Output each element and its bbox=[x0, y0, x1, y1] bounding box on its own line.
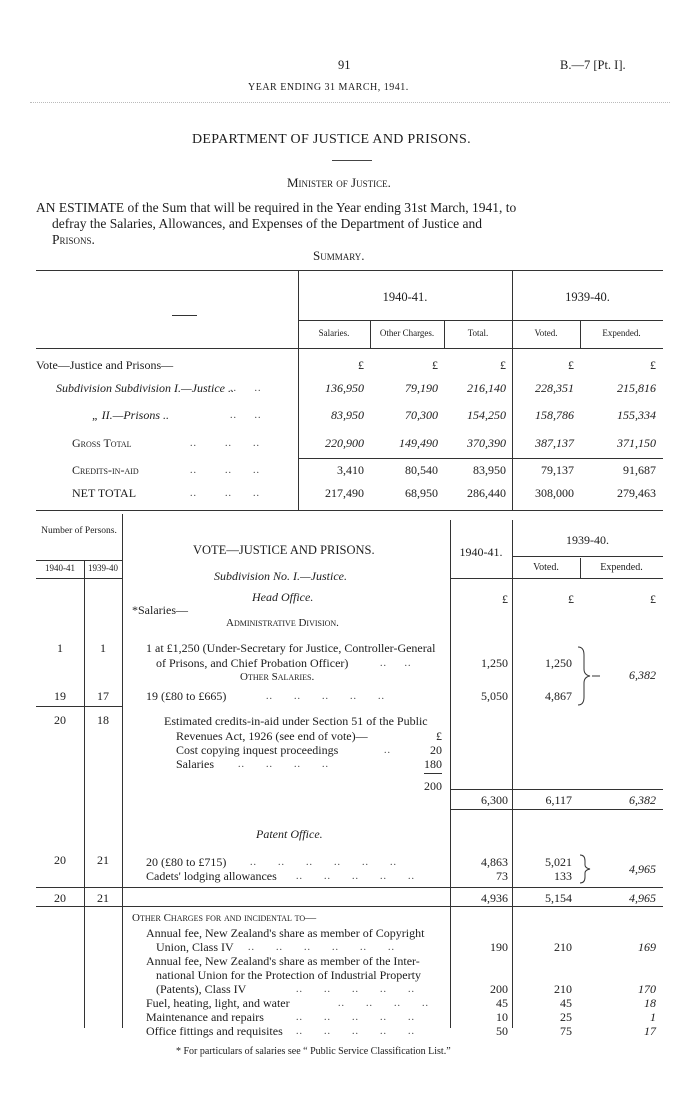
summary-cell: 91,687 bbox=[623, 463, 656, 477]
amount-cell: 4,965 bbox=[629, 891, 656, 905]
amount-cell: 18 bbox=[644, 996, 656, 1010]
pound: £ bbox=[650, 592, 656, 606]
persons-cell: 17 bbox=[97, 689, 109, 703]
amount-cell: 45 bbox=[496, 996, 508, 1010]
under-secretary-line-2: of Prisons, and Chief Probation Officer) bbox=[156, 656, 349, 670]
col-total: Total. bbox=[467, 328, 489, 338]
copyright-line-2: Union, Class IV bbox=[156, 940, 234, 954]
other-salaries-text: 19 (£80 to £665) bbox=[146, 689, 227, 703]
estimate-line-3: Prisons. bbox=[52, 232, 95, 247]
summary-cell: 216,140 bbox=[467, 381, 506, 395]
summary-row-label: NET TOTAL bbox=[72, 486, 137, 500]
document-reference: B.—7 [Pt. I]. bbox=[560, 58, 626, 72]
amount-cell: 1,250 bbox=[545, 656, 572, 670]
pound-expended: £ bbox=[650, 358, 656, 372]
summary-cell: 3,410 bbox=[337, 463, 364, 477]
summary-cell: 387,137 bbox=[535, 436, 574, 450]
amount-cell: 210 bbox=[554, 940, 572, 954]
summary-row-label: Gross Total bbox=[72, 436, 132, 450]
col-voted: Voted. bbox=[534, 328, 558, 338]
vote-title: VOTE—JUSTICE AND PRISONS. bbox=[193, 543, 375, 557]
header-rule bbox=[30, 102, 670, 103]
salaries-label: *Salaries— bbox=[132, 603, 188, 617]
amount-cell: 50 bbox=[496, 1024, 508, 1038]
summary-cell: 228,351 bbox=[535, 381, 574, 395]
amount-cell: 5,154 bbox=[545, 891, 572, 905]
amount-cell: 45 bbox=[560, 996, 572, 1010]
industrial-line-1: Annual fee, New Zealand's share as member of the Inter- bbox=[146, 954, 420, 968]
pound: £ bbox=[436, 729, 442, 743]
patent-text: 20 (£80 to £715) bbox=[146, 855, 227, 869]
amount-cell: 6,382 bbox=[629, 793, 656, 807]
amount-cell: 73 bbox=[496, 869, 508, 883]
title-rule bbox=[332, 160, 372, 161]
persons-cell: 19 bbox=[54, 689, 66, 703]
amount-cell: 170 bbox=[638, 982, 656, 996]
cadets-text: Cadets' lodging allowances bbox=[146, 869, 277, 883]
summary-cell: 370,390 bbox=[467, 436, 506, 450]
amount-cell: 20 bbox=[430, 743, 442, 757]
other-charges-heading: Other Charges for and incidental to— bbox=[132, 912, 317, 924]
other-salaries-heading: Other Salaries. bbox=[240, 671, 315, 683]
amount-cell: 1 bbox=[650, 1010, 656, 1024]
summary-cell: 215,816 bbox=[617, 381, 656, 395]
copying-label: Cost copying inquest proceedings bbox=[176, 743, 339, 757]
summary-cell: 220,900 bbox=[325, 436, 364, 450]
amount-cell: 6,382 bbox=[629, 668, 656, 682]
fuel-label: Fuel, heating, light, and water bbox=[146, 996, 290, 1010]
persons-cell: 20 bbox=[54, 713, 66, 727]
amount-cell: 25 bbox=[560, 1010, 572, 1024]
persons-cell: 20 bbox=[54, 891, 66, 905]
year-line: YEAR ENDING 31 MARCH, 1941. bbox=[248, 82, 409, 93]
amount-cell: 4,965 bbox=[629, 862, 656, 876]
summary-cell: 371,150 bbox=[617, 436, 656, 450]
amount-cell: 133 bbox=[554, 869, 572, 883]
amount-cell: 5,021 bbox=[545, 855, 572, 869]
amount-cell: 190 bbox=[490, 940, 508, 954]
industrial-line-3: (Patents), Class IV bbox=[156, 982, 247, 996]
admin-division: Administrative Division. bbox=[226, 617, 339, 629]
office-fittings-label: Office fittings and requisites bbox=[146, 1024, 283, 1038]
summary-row-label: Credits-in-aid bbox=[72, 463, 139, 477]
amount-cell: 5,050 bbox=[481, 689, 508, 703]
amount-cell: 4,867 bbox=[545, 689, 572, 703]
summary-cell: 154,250 bbox=[467, 408, 506, 422]
minister-title: Minister of Justice. bbox=[287, 175, 391, 190]
col-expended: Expended. bbox=[602, 328, 641, 338]
col-voted: Voted. bbox=[533, 562, 559, 573]
summary-heading: Summary. bbox=[313, 248, 365, 263]
summary-cell: 158,786 bbox=[535, 408, 574, 422]
industrial-line-2: national Union for the Protection of Industrial Property bbox=[156, 968, 421, 982]
salaries-credit-label: Salaries bbox=[176, 757, 214, 771]
summary-cell: 149,490 bbox=[399, 436, 438, 450]
persons-cell: 21 bbox=[97, 853, 109, 867]
summary-cell: 80,540 bbox=[405, 463, 438, 477]
summary-cell: 286,440 bbox=[467, 486, 506, 500]
col-other-charges: Other Charges. bbox=[379, 328, 435, 338]
amount-cell: 6,300 bbox=[481, 793, 508, 807]
summary-cell: 155,334 bbox=[617, 408, 656, 422]
pound-salaries: £ bbox=[358, 358, 364, 372]
estimate-line-1: AN ESTIMATE of the Sum that will be required in the Year ending 31st March, 1941, to bbox=[36, 200, 517, 215]
credits-line-1: Estimated credits-in-aid under Section 51 of the Public bbox=[164, 714, 428, 728]
persons-cell: 1 bbox=[100, 641, 106, 655]
amount-cell: 169 bbox=[638, 940, 656, 954]
summary-row-label: „ II.—Prisons .. bbox=[92, 408, 170, 422]
pound-total: £ bbox=[500, 358, 506, 372]
credits-total: 200 bbox=[424, 779, 442, 793]
number-of-persons-header: Number of Persons. bbox=[41, 526, 117, 536]
summary-cell: 79,137 bbox=[541, 463, 574, 477]
footnote: * For particulars of salaries see “ Public Service Classification List.” bbox=[176, 1046, 451, 1057]
pound-other: £ bbox=[432, 358, 438, 372]
col-persons-1940: 1940-41 bbox=[45, 563, 75, 573]
estimate-line-2: defray the Salaries, Allowances, and Expenses of the Department of Justice and bbox=[52, 216, 482, 231]
pound: £ bbox=[568, 592, 574, 606]
amount-cell: 17 bbox=[644, 1024, 656, 1038]
persons-cell: 20 bbox=[54, 853, 66, 867]
head-office-heading: Head Office. bbox=[252, 590, 314, 604]
department-title: DEPARTMENT OF JUSTICE AND PRISONS. bbox=[192, 132, 471, 147]
year-1940-41: 1940-41. bbox=[459, 545, 503, 559]
summary-year-1939-40: 1939-40. bbox=[565, 290, 610, 304]
summary-cell: 217,490 bbox=[325, 486, 364, 500]
amount-cell: 6,117 bbox=[545, 793, 572, 807]
summary-year-1940-41: 1940-41. bbox=[382, 290, 428, 304]
maintenance-label: Maintenance and repairs bbox=[146, 1010, 264, 1024]
summary-cell: 68,950 bbox=[405, 486, 438, 500]
amount-cell: 4,936 bbox=[481, 891, 508, 905]
summary-cell: 279,463 bbox=[617, 486, 656, 500]
amount-cell: 1,250 bbox=[481, 656, 508, 670]
persons-cell: 21 bbox=[97, 891, 109, 905]
summary-cell: 308,000 bbox=[535, 486, 574, 500]
summary-cell: 70,300 bbox=[405, 408, 438, 422]
amount-cell: 210 bbox=[554, 982, 572, 996]
subdivision-title: Subdivision No. I.—Justice. bbox=[214, 569, 347, 583]
amount-cell: 180 bbox=[424, 757, 442, 771]
amount-cell: 200 bbox=[490, 982, 508, 996]
persons-cell: 18 bbox=[97, 713, 109, 727]
summary-cell: 83,950 bbox=[473, 463, 506, 477]
year-1939-40: 1939-40. bbox=[566, 533, 609, 547]
under-secretary-line-1: 1 at £1,250 (Under-Secretary for Justice, Controller-General bbox=[146, 641, 436, 655]
copyright-line-1: Annual fee, New Zealand's share as member of Copyright bbox=[146, 926, 425, 940]
page-number: 91 bbox=[338, 58, 351, 72]
col-salaries: Salaries. bbox=[318, 328, 350, 338]
summary-cell: 136,950 bbox=[325, 381, 364, 395]
vote-label: Vote—Justice and Prisons— bbox=[36, 358, 174, 372]
col-expended: Expended. bbox=[600, 562, 643, 573]
patent-office-heading: Patent Office. bbox=[256, 827, 323, 841]
pound: £ bbox=[502, 592, 508, 606]
summary-cell: 83,950 bbox=[331, 408, 364, 422]
amount-cell: 4,863 bbox=[481, 855, 508, 869]
credits-line-2: Revenues Act, 1926 (see end of vote)— bbox=[176, 729, 368, 743]
amount-cell: 10 bbox=[496, 1010, 508, 1024]
summary-row-label: Subdivision Subdivision I.—Justice .. bbox=[56, 381, 234, 395]
persons-cell: 1 bbox=[57, 641, 63, 655]
summary-cell: 79,190 bbox=[405, 381, 438, 395]
amount-cell: 75 bbox=[560, 1024, 572, 1038]
pound-voted: £ bbox=[568, 358, 574, 372]
col-persons-1939: 1939-40 bbox=[88, 563, 118, 573]
